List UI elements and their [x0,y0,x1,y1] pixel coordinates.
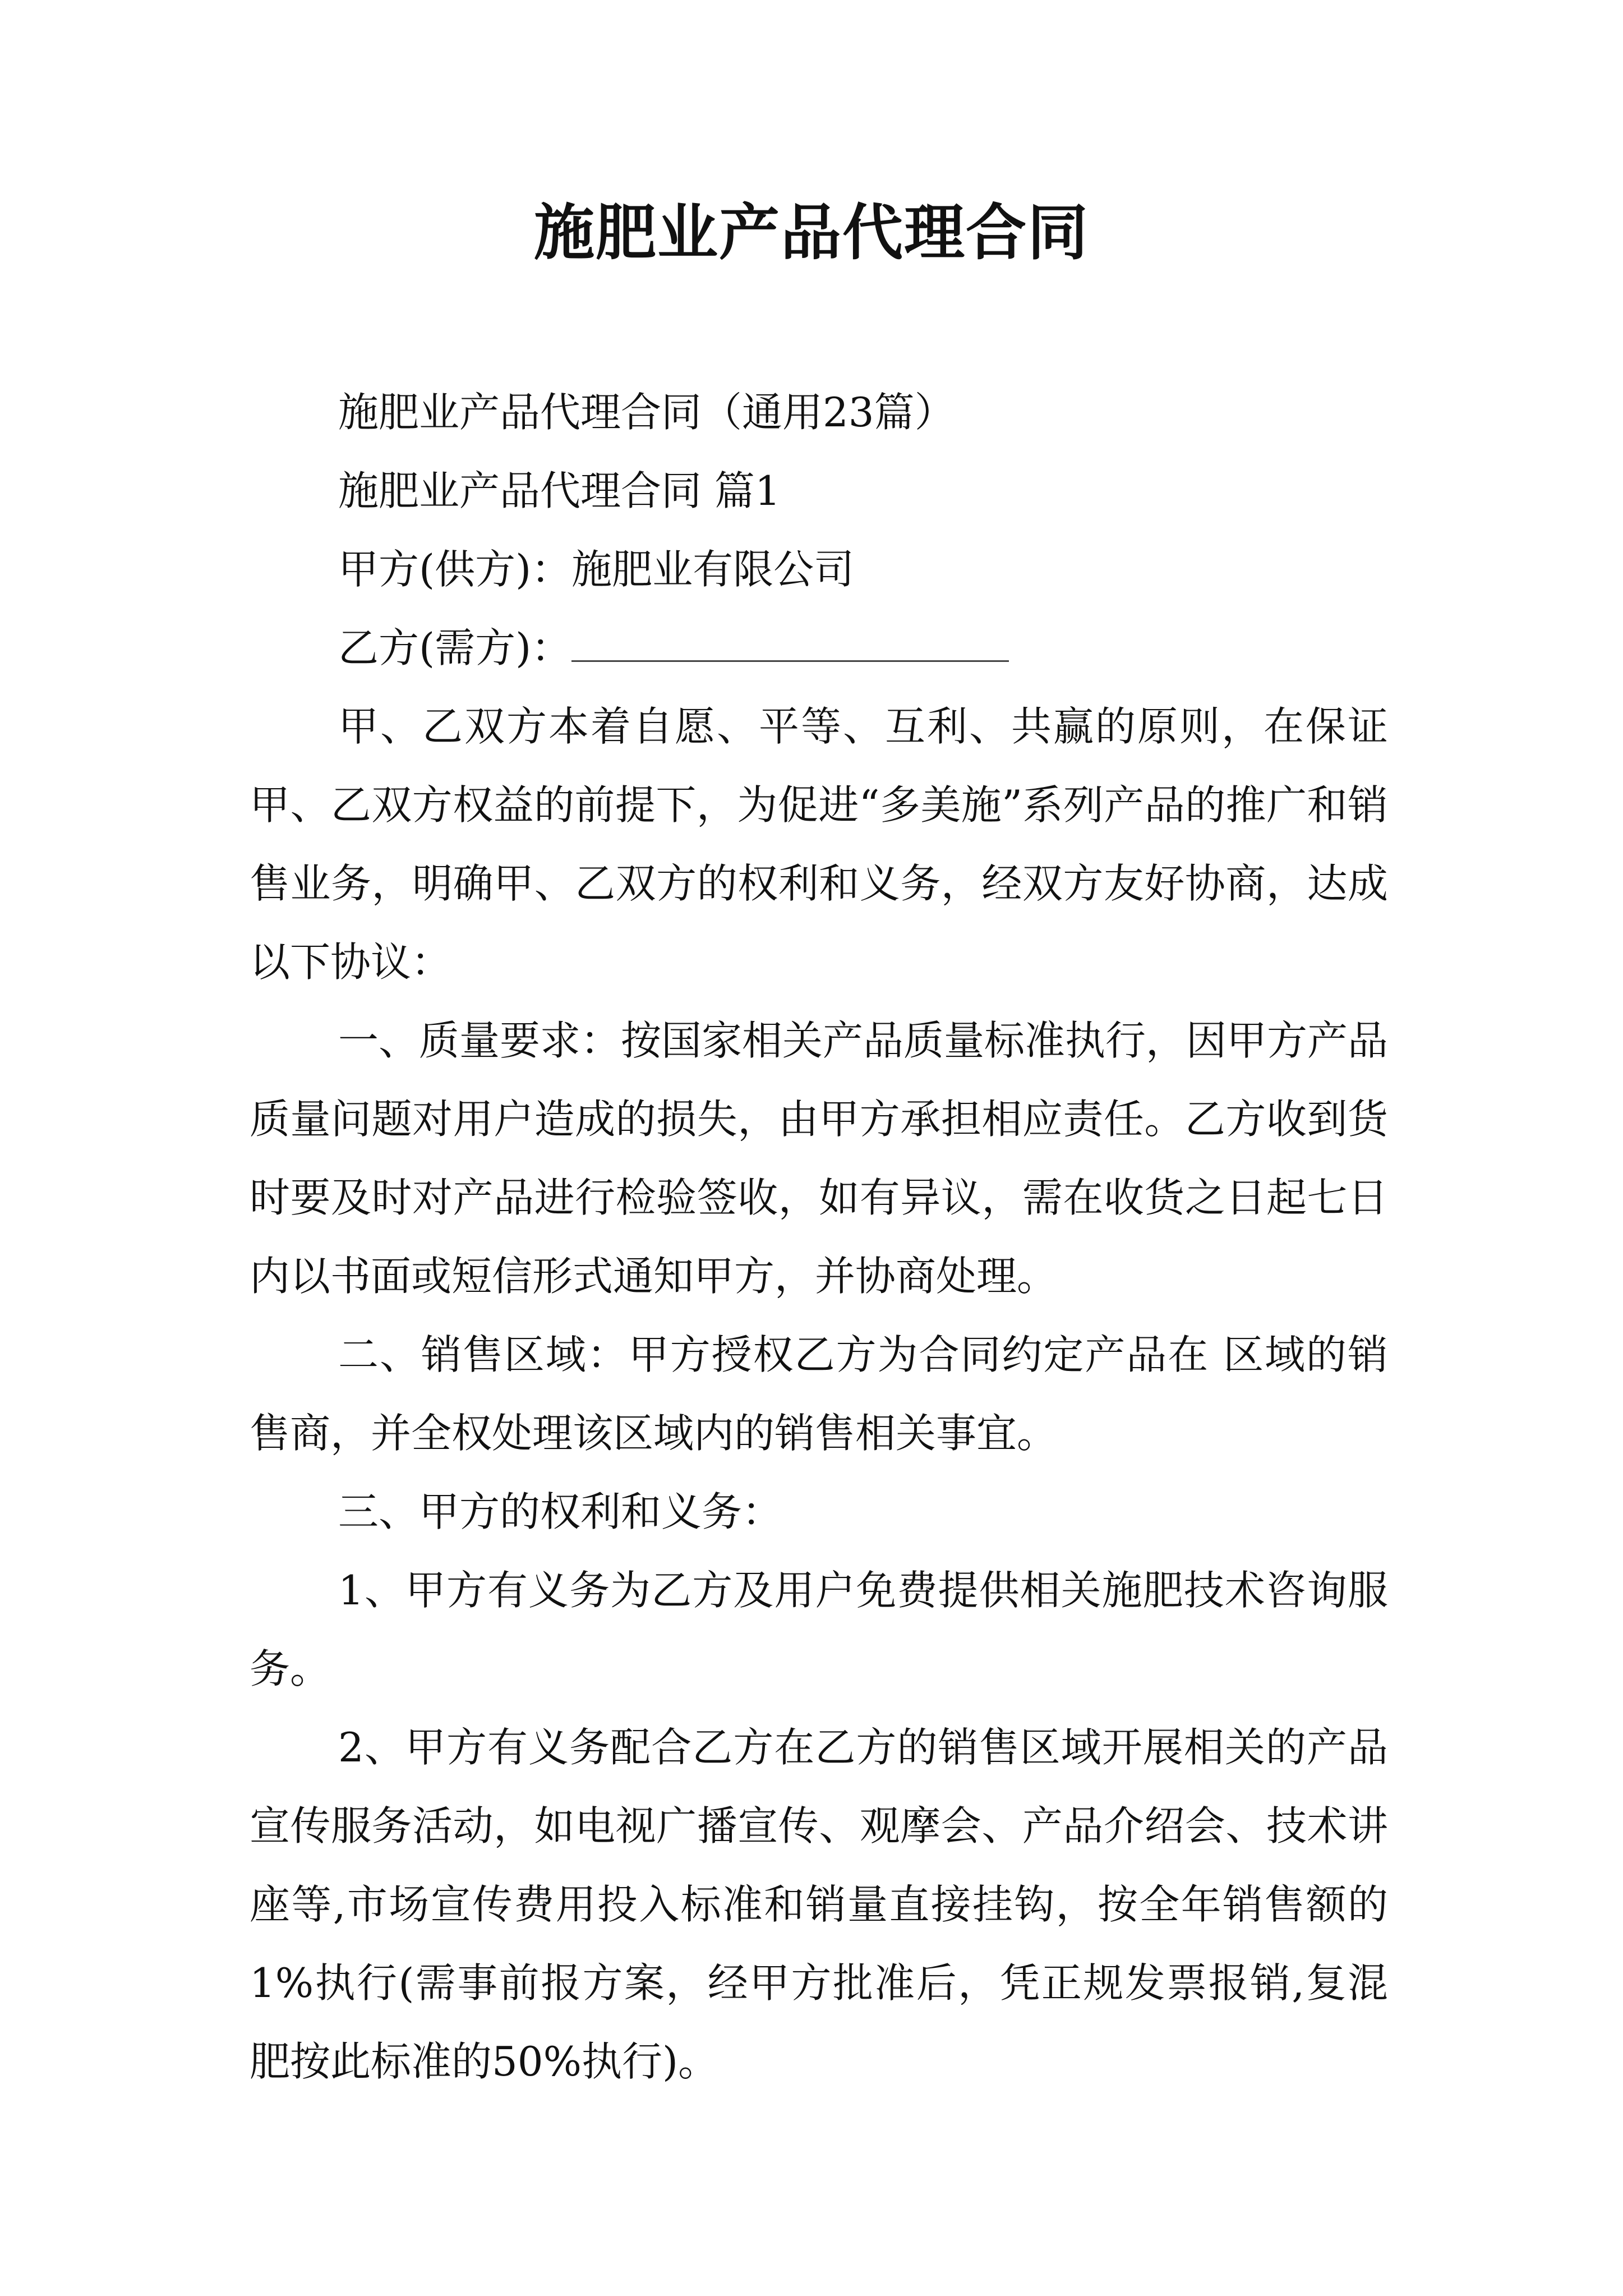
paragraph-preamble: 甲、乙双方本着自愿、平等、互利、共赢的原则，在保证甲、乙双方权益的前提下，为促进“多美施”系列产品的推广和销售业务，明确甲、乙双方的权利和义务，经双方友好协商，达成以下协议： [250,703,1388,986]
paragraph-party-a: 甲方(供方)：施肥业有限公司 [338,546,855,593]
paragraph-quality-requirements: 一、质量要求：按国家相关产品质量标准执行，因甲方产品质量问题对用户造成的损失，由甲方承担相应责任。乙方收到货时要及时对产品进行检验签收，如有异议，需在收货之日起七日内以书面或短信形式通知甲方，并协商处理。 [250,1017,1389,1300]
paragraph-clause-2: 2、甲方有义务配合乙方在乙方的销售区域开展相关的产品宣传服务活动，如电视广播宣传、观摩会、产品介绍会、技术讲座等,市场宣传费用投入标准和销量直接挂钩，按全年销售额的1%执行(需事前报方案，经甲方批准后，凭正规发票报销,复混肥按此标准的50%执行)。 [250,1724,1388,2085]
paragraph-party-b [250,609,1388,687]
paragraph-party-a-rights-heading: 三、甲方的权利和义务： [338,1488,783,1535]
paragraph-sales-region: 二、销售区域：甲方授权乙方为合同约定产品在 区域的销售商，并全权处理该区域内的销售相关事宜。 [250,1331,1388,1457]
paragraph-clause-1: 1、甲方有义务为乙方及用户免费提供相关施肥技术咨询服务。 [250,1567,1388,1692]
document-title: 施肥业产品代理合同 [533,197,1089,268]
party-b-label: 乙方(需方)： [338,624,572,671]
document-body [250,373,1388,2101]
paragraph-subtitle: 施肥业产品代理合同（通用23篇） [338,389,955,436]
paragraph-section-heading: 施肥业产品代理合同 篇1 [338,467,781,514]
party-b-blank-line [571,610,1009,662]
